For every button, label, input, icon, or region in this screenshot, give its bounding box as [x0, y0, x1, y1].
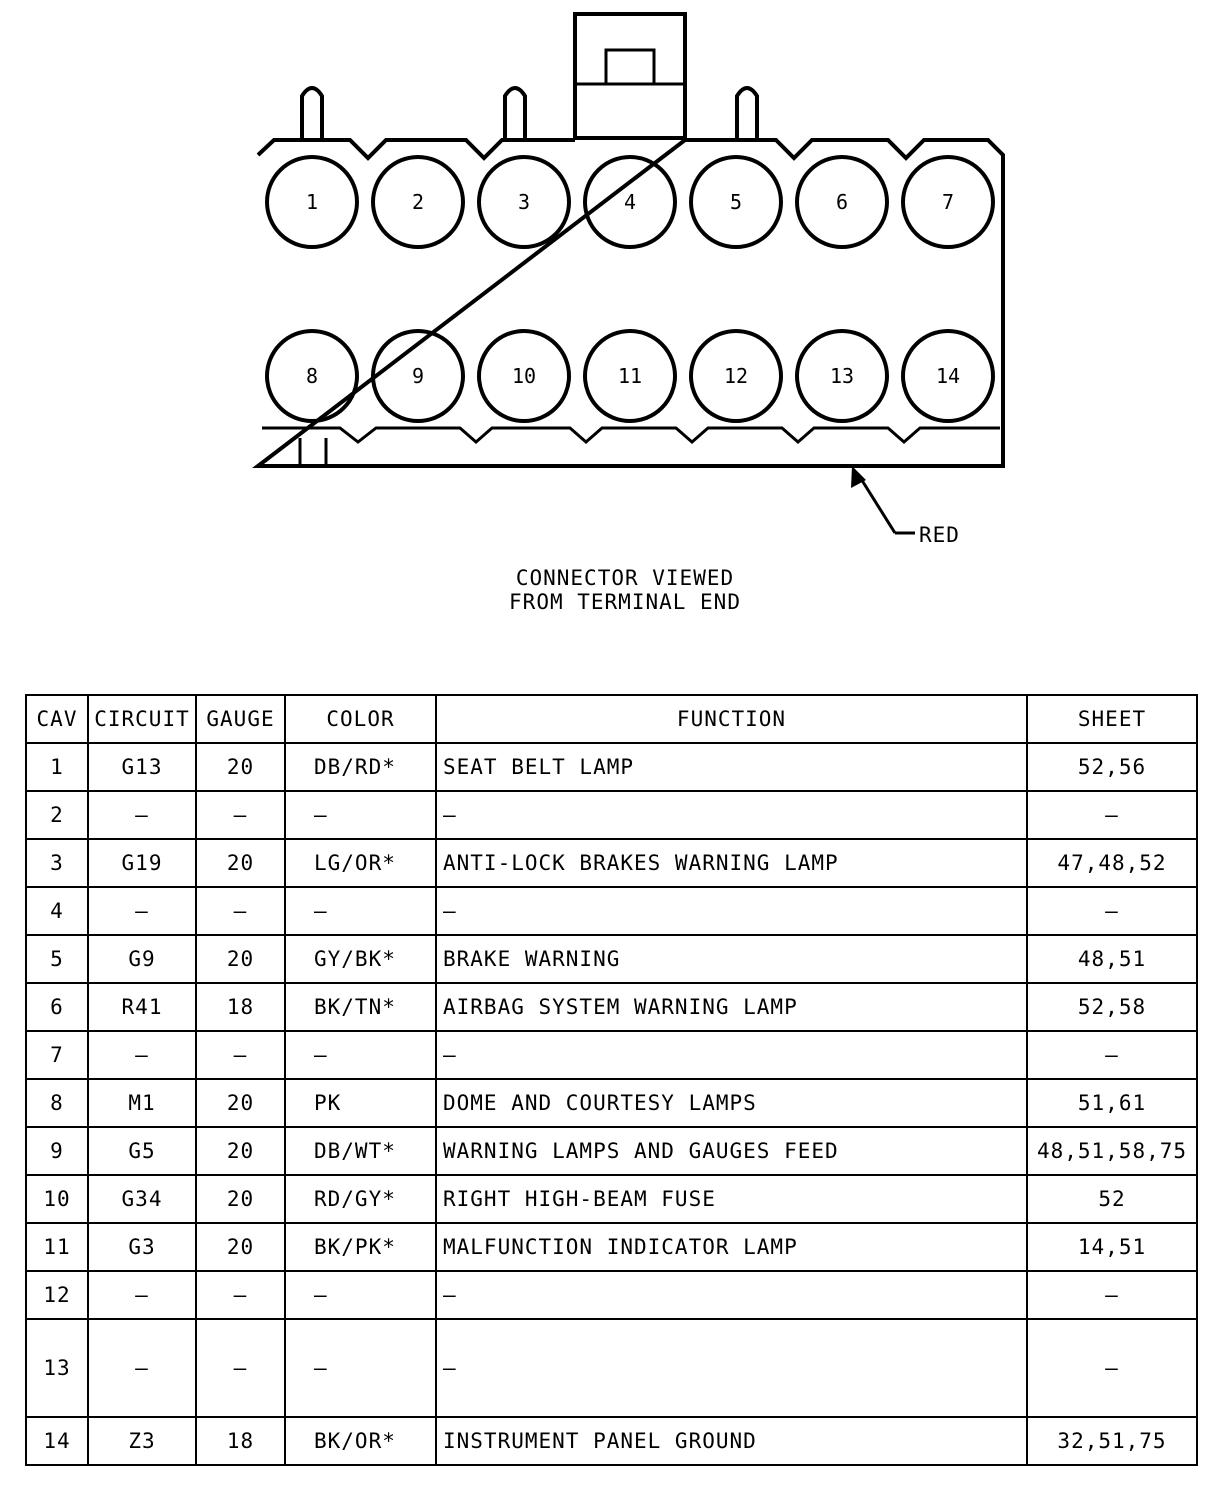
table-header-row	[26, 695, 1197, 743]
cell-circuit: G34	[88, 1175, 196, 1223]
table-row	[26, 791, 1197, 839]
table-row	[26, 1031, 1197, 1079]
cell-color: DB/WT*	[285, 1127, 436, 1175]
cell-function: —	[436, 1271, 1027, 1319]
cell-circuit: —	[88, 1031, 196, 1079]
cell-color: —	[285, 791, 436, 839]
cell-function: ANTI-LOCK BRAKES WARNING LAMP	[436, 839, 1027, 887]
cavity-number: 7	[941, 190, 955, 214]
cell-circuit: —	[88, 1319, 196, 1417]
cell-sheet: —	[1027, 1319, 1197, 1417]
cell-circuit: G9	[88, 935, 196, 983]
cell-function: —	[436, 1319, 1027, 1417]
cell-color: BK/TN*	[285, 983, 436, 1031]
cavity-number: 1	[305, 190, 319, 214]
cell-gauge: 20	[196, 743, 285, 791]
cell-color: LG/OR*	[285, 839, 436, 887]
cell-function: DOME AND COURTESY LAMPS	[436, 1079, 1027, 1127]
cell-color: DB/RD*	[285, 743, 436, 791]
cell-circuit: —	[88, 1271, 196, 1319]
caption-line-2: FROM TERMINAL END	[509, 590, 741, 614]
cell-cav: 6	[26, 983, 88, 1031]
cell-sheet: 48,51,58,75	[1027, 1127, 1197, 1175]
connector-body	[258, 140, 1003, 466]
cell-color: —	[285, 887, 436, 935]
cell-gauge: 20	[196, 1175, 285, 1223]
cell-function: AIRBAG SYSTEM WARNING LAMP	[436, 983, 1027, 1031]
cell-sheet: —	[1027, 887, 1197, 935]
cavity-group	[267, 157, 993, 421]
cell-circuit: G19	[88, 839, 196, 887]
cell-sheet: 32,51,75	[1027, 1417, 1197, 1465]
cell-gauge: 20	[196, 1223, 285, 1271]
cell-function: MALFUNCTION INDICATOR LAMP	[436, 1223, 1027, 1271]
cell-function: WARNING LAMPS AND GAUGES FEED	[436, 1127, 1027, 1175]
table-row	[26, 743, 1197, 791]
cell-cav: 13	[26, 1319, 88, 1417]
cell-gauge: —	[196, 1031, 285, 1079]
cell-function: —	[436, 791, 1027, 839]
cell-cav: 10	[26, 1175, 88, 1223]
header-function: FUNCTION	[436, 695, 1027, 743]
cell-function: BRAKE WARNING	[436, 935, 1027, 983]
table-row	[26, 1223, 1197, 1271]
table-row	[26, 1271, 1197, 1319]
cell-gauge: —	[196, 1319, 285, 1417]
table-row	[26, 1417, 1197, 1465]
table-row	[26, 1175, 1197, 1223]
cell-circuit: R41	[88, 983, 196, 1031]
connector-bottom-rib	[262, 428, 1000, 442]
cell-circuit: M1	[88, 1079, 196, 1127]
table-row	[26, 1079, 1197, 1127]
cell-gauge: 20	[196, 1127, 285, 1175]
connector-diagram	[0, 0, 1216, 640]
cell-sheet: 14,51	[1027, 1223, 1197, 1271]
cell-circuit: —	[88, 887, 196, 935]
table-body	[26, 743, 1197, 1465]
cell-color: BK/PK*	[285, 1223, 436, 1271]
cell-function: INSTRUMENT PANEL GROUND	[436, 1417, 1027, 1465]
cell-gauge: 20	[196, 935, 285, 983]
cell-sheet: 52	[1027, 1175, 1197, 1223]
table-row	[26, 1127, 1197, 1175]
cell-gauge: 18	[196, 983, 285, 1031]
cell-sheet: —	[1027, 1271, 1197, 1319]
cavity-number: 13	[829, 364, 855, 388]
header-cav: CAV	[26, 695, 88, 743]
cell-color: GY/BK*	[285, 935, 436, 983]
cell-color: PK	[285, 1079, 436, 1127]
cell-circuit: G13	[88, 743, 196, 791]
table-row	[26, 839, 1197, 887]
connector-lock-window	[606, 50, 654, 84]
connector-lock-tab	[575, 14, 685, 138]
cell-function: —	[436, 887, 1027, 935]
cavity-number: 5	[729, 190, 743, 214]
cavity-number: 6	[835, 190, 849, 214]
cell-sheet: —	[1027, 1031, 1197, 1079]
cell-cav: 11	[26, 1223, 88, 1271]
connector-peg-middle	[505, 88, 525, 140]
cavity-number: 12	[723, 364, 749, 388]
caption-line-1: CONNECTOR VIEWED	[515, 566, 735, 590]
header-color: COLOR	[285, 695, 436, 743]
cell-circuit: —	[88, 791, 196, 839]
cell-sheet: 48,51	[1027, 935, 1197, 983]
cavity-number: 14	[935, 364, 961, 388]
cell-color: BK/OR*	[285, 1417, 436, 1465]
connector-peg-left	[302, 88, 322, 140]
cavity-number: 10	[511, 364, 537, 388]
cell-cav: 5	[26, 935, 88, 983]
cavity-number: 11	[617, 364, 643, 388]
cell-gauge: —	[196, 887, 285, 935]
header-gauge: GAUGE	[196, 695, 285, 743]
cell-cav: 3	[26, 839, 88, 887]
cell-sheet: 52,56	[1027, 743, 1197, 791]
cell-cav: 1	[26, 743, 88, 791]
cell-circuit: G5	[88, 1127, 196, 1175]
cell-color: —	[285, 1031, 436, 1079]
cell-cav: 7	[26, 1031, 88, 1079]
cell-sheet: 52,58	[1027, 983, 1197, 1031]
cell-cav: 8	[26, 1079, 88, 1127]
cell-function: —	[436, 1031, 1027, 1079]
red-leader-line	[858, 474, 895, 533]
cell-gauge: 20	[196, 839, 285, 887]
table-row	[26, 983, 1197, 1031]
header-circuit: CIRCUIT	[88, 695, 196, 743]
cell-color: RD/GY*	[285, 1175, 436, 1223]
cell-cav: 2	[26, 791, 88, 839]
cavity-number: 4	[623, 190, 637, 214]
cell-circuit: G3	[88, 1223, 196, 1271]
cell-function: SEAT BELT LAMP	[436, 743, 1027, 791]
cell-color: —	[285, 1271, 436, 1319]
pinout-table	[25, 694, 1198, 1466]
table-row	[26, 935, 1197, 983]
cell-gauge: 20	[196, 1079, 285, 1127]
color-label-red: RED	[919, 523, 960, 547]
table-row	[26, 887, 1197, 935]
cell-cav: 4	[26, 887, 88, 935]
header-sheet: SHEET	[1027, 695, 1197, 743]
cell-circuit: Z3	[88, 1417, 196, 1465]
cell-color: —	[285, 1319, 436, 1417]
cell-cav: 9	[26, 1127, 88, 1175]
cell-sheet: —	[1027, 791, 1197, 839]
cell-gauge: —	[196, 1271, 285, 1319]
cell-function: RIGHT HIGH-BEAM FUSE	[436, 1175, 1027, 1223]
cell-cav: 12	[26, 1271, 88, 1319]
cell-gauge: 18	[196, 1417, 285, 1465]
cavity-number: 3	[517, 190, 531, 214]
cell-sheet: 47,48,52	[1027, 839, 1197, 887]
cell-sheet: 51,61	[1027, 1079, 1197, 1127]
cell-gauge: —	[196, 791, 285, 839]
cavity-number: 2	[411, 190, 425, 214]
table-row	[26, 1319, 1197, 1417]
cavity-number: 8	[305, 364, 319, 388]
connector-peg-right	[737, 88, 757, 140]
cavity-number: 9	[411, 364, 425, 388]
cell-cav: 14	[26, 1417, 88, 1465]
